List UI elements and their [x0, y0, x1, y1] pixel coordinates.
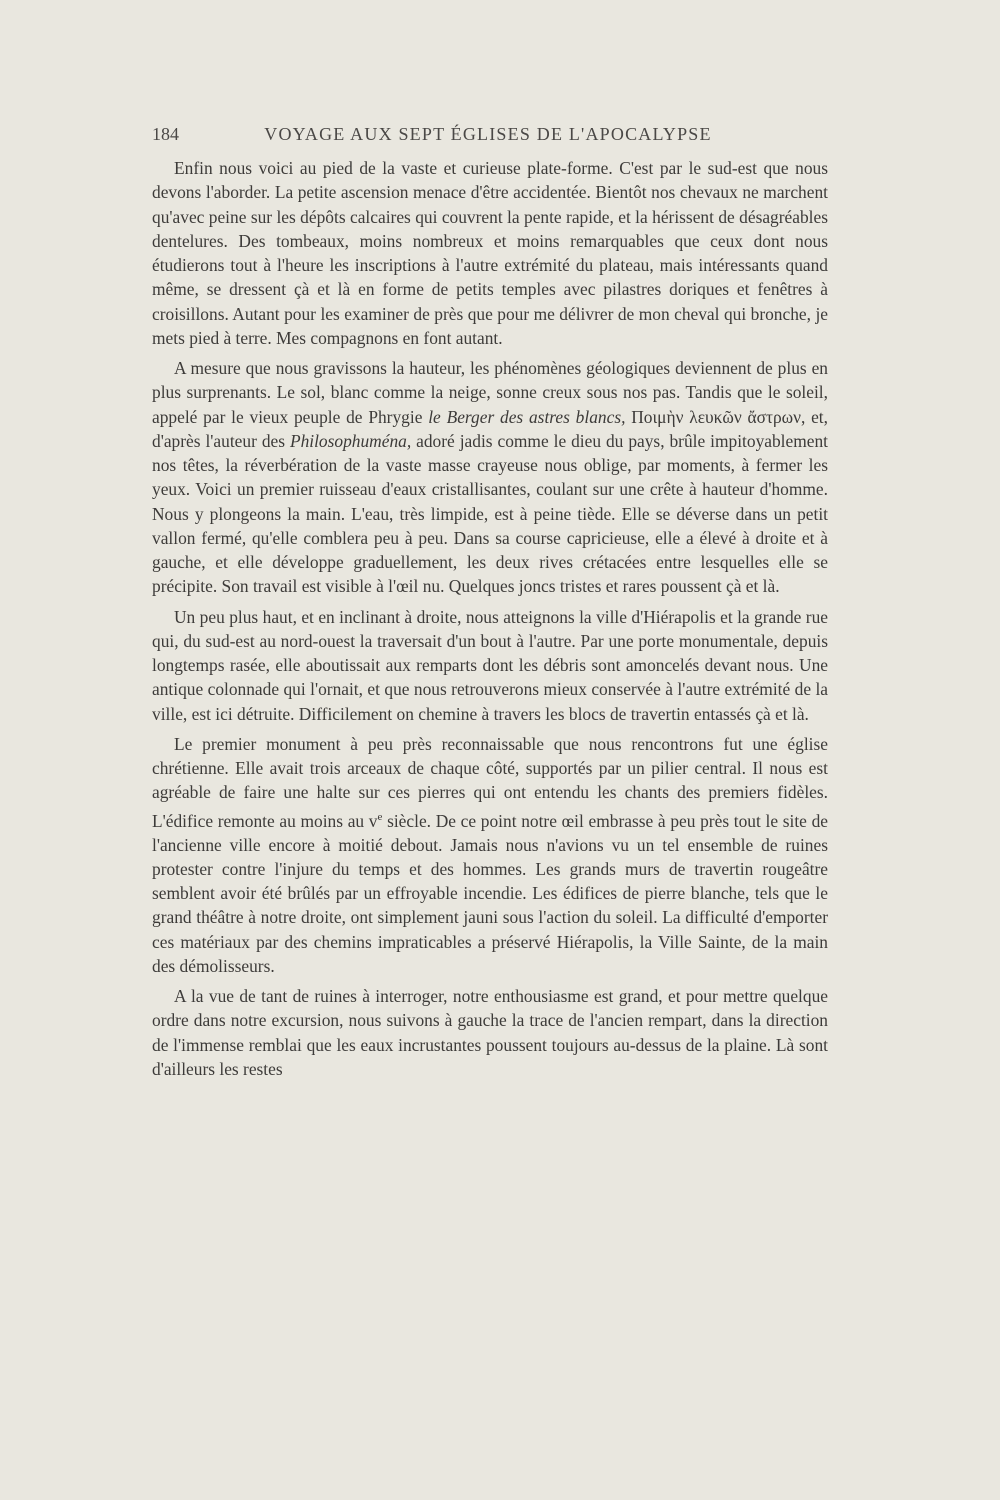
italic-title: Philosophuména,: [289, 430, 412, 451]
paragraph: [152, 356, 828, 599]
superscript: e: [377, 810, 383, 823]
running-head: [152, 124, 828, 146]
paragraph: [152, 732, 828, 978]
paragraph: A la vue de tant de ruines à interroger, notre enthousiasme est grand, et pour mettre quelque ordre dans notre excursion, nous suivons à gauche la trace de l'ancien rempart, dans la direction de l'immense remblai que les eaux incrustantes poussent toujours au-dessus de la plaine. Là sont d'ailleurs les restes: [152, 986, 828, 1079]
paragraph-text: et, d'après l'auteur des: [152, 406, 828, 451]
paragraph-text: siècle. De ce point notre œil embrasse à peu près tout le site de l'ancienne ville encore à moitié debout. Jamais nous n'avions vu un tel ensemble de ruines protester contre l'injure du temps et des hommes. Les grands murs de travertin rougeâtre semblent avoir été brûlés par un effroyable incendie. Les édifices de pierre blanche, tels que le grand théâtre à notre droite, ont simplement jauni sous l'action du soleil. La difficulté d'emporter ces matériaux par des chemins impraticables a préservé Hiérapolis, la Ville Sainte, de la main des démolisseurs.: [152, 810, 828, 976]
paragraph-text: A mesure que nous gravissons la hauteur, les phénomènes géologiques deviennent de plus en plus surprenants. Le sol, blanc comme la neige, sonne creux sous nos pas. Tandis que le soleil, appelé par le vieux peuple de Phrygie: [152, 358, 828, 427]
body-text: [152, 156, 828, 1087]
paragraph: Enfin nous voici au pied de la vaste et curieuse plate-forme. C'est par le sud-est que nous devons l'aborder. La petite ascension menace d'être accidentée. Bientôt nos chevaux ne marchent qu'avec peine sur les dépôts calcaires qui couvrent la pente rapide, et la hérissent de désagréables dentelures. Des tombeaux, moins nombreux et moins remarquables que ceux dont nous étudierons tout à l'heure les inscriptions à l'autre extrémité du plateau, mais intéressants quand même, se dressent çà et là en forme de petits temples avec pilastres doriques et fenêtres à croisillons. Autant pour les examiner de près que pour me délivrer de mon cheval qui bronche, je mets pied à terre. Mes compagnons en font autant.: [152, 158, 828, 348]
paragraph-text: adoré jadis comme le dieu du pays, brûle impitoyablement nos têtes, la réverbération de la vaste masse crayeuse nous oblige, par moments, à fermer les yeux. Voici un premier ruisseau d'eaux cristallisantes, coulant sur une crête à hauteur d'homme. Nous y plongeons la main. L'eau, très limpide, est à peine tiède. Elle se déverse dans un petit vallon fermé, qu'elle comblera peu à peu. Dans sa course capricieuse, elle a élevé à droite et à gauche, et elle développe graduellement, les deux rives crétacées entre lesquelles elle se précipite. Son travail est visible à l'œil nu. Quelques joncs tristes et rares poussent çà et là.: [152, 430, 829, 597]
page-number: 184: [152, 124, 179, 144]
paragraph: Un peu plus haut, et en inclinant à droite, nous atteignons la ville d'Hiérapolis et la grande rue qui, du sud-est au nord-ouest la traversait d'un bout à l'autre. Par une porte monumentale, depuis longtemps rasée, elle aboutissait aux remparts dont les débris sont amoncelés devant nous. Une antique colonnade qui l'ornait, et que nous retrouverons mieux conservée à l'autre extrémité de la ville, est ici détruite. Difficilement on chemine à travers les blocs de travertin entassés çà et là.: [152, 606, 828, 724]
running-title: VOYAGE AUX SEPT ÉGLISES DE L'APOCALYPSE: [264, 124, 712, 144]
paragraph-text: Le premier monument à peu près reconnaissable que nous rencontrons fut une église chrétienne. Elle avait trois arceaux de chaque côté, supportés par un pilier central. Il nous est agréable de faire une halte sur ces pierres qui ont entendu les chants des premiers fidèles. L'édifice remonte au moins au v: [152, 733, 828, 831]
greek-phrase: Ποιμὴν λευκῶν ἄστρων,: [625, 406, 806, 427]
italic-phrase: le Berger des astres blancs,: [428, 406, 626, 427]
